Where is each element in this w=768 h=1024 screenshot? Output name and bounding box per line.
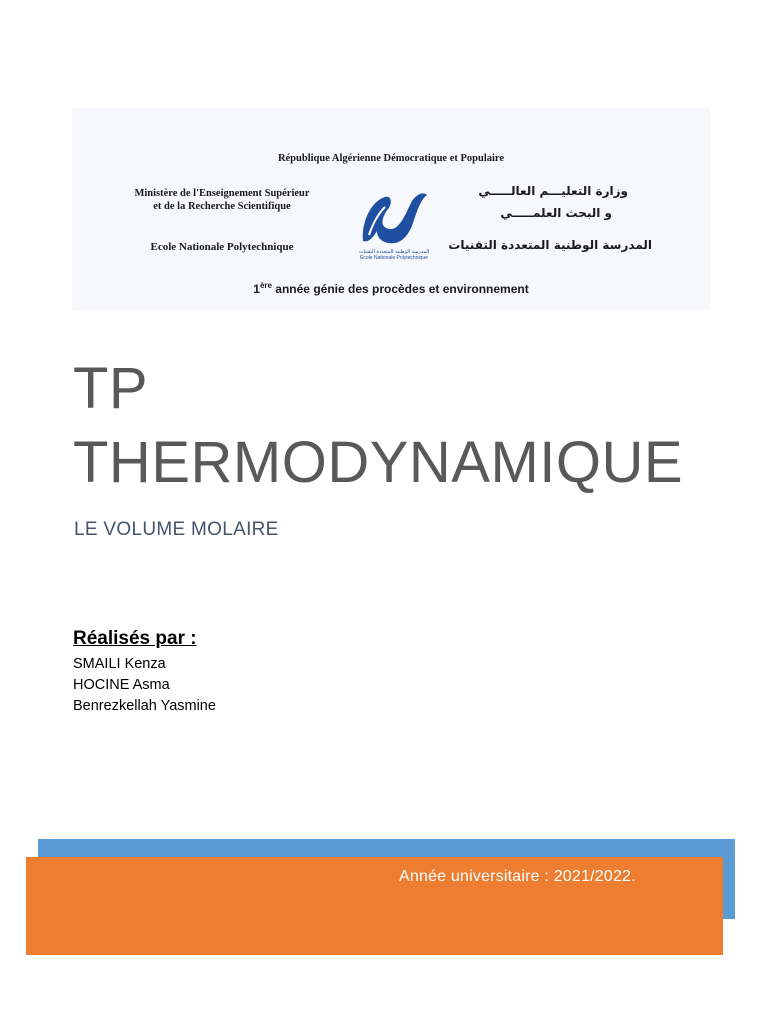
document-title (73, 352, 683, 500)
academic-year: Année universitaire : 2021/2022. (399, 868, 636, 885)
school-name-ar: المدرسة الوطنية المتعددة التقنيات (448, 238, 652, 252)
title-line-1: TP (73, 356, 149, 421)
title-line-2: THERMODYNAMIQUE (73, 430, 684, 495)
ministry-name-ar-line-2: و البحث العلمـــــي (500, 206, 612, 220)
ministry-line-1: Ministère de l'Enseignement Supérieur (134, 188, 310, 199)
author-name: Benrezkellah Yasmine (73, 698, 216, 714)
study-year-number: 1 (253, 282, 260, 296)
study-year-suffix: ère (259, 281, 272, 290)
authors-section (73, 628, 216, 717)
logo-caption-fr: Ecole Nationale Polytechnique (360, 255, 428, 261)
study-year (72, 281, 710, 296)
republic-name: République Algérienne Démocratique et Populaire (277, 153, 505, 164)
ministry-line-2: et de la Recherche Scientifique (153, 201, 291, 212)
authors-heading: Réalisés par : (73, 628, 197, 649)
logo-caption (357, 249, 431, 261)
author-name: HOCINE Asma (73, 677, 170, 693)
logo-caption-ar: المدرسة الوطنية المتعددة التقنيات (358, 249, 430, 255)
document-subtitle: LE VOLUME MOLAIRE (74, 519, 279, 540)
header-banner (72, 108, 710, 310)
author-name: SMAILI Kenza (73, 656, 166, 672)
ministry-name-fr (112, 187, 332, 213)
ministry-name-ar-line-1: وزارة التعليـــم العالـــــي (478, 184, 628, 198)
study-year-program: année génie des procèdes et environnement (271, 282, 529, 296)
school-name-fr: Ecole Nationale Polytechnique (150, 241, 294, 253)
